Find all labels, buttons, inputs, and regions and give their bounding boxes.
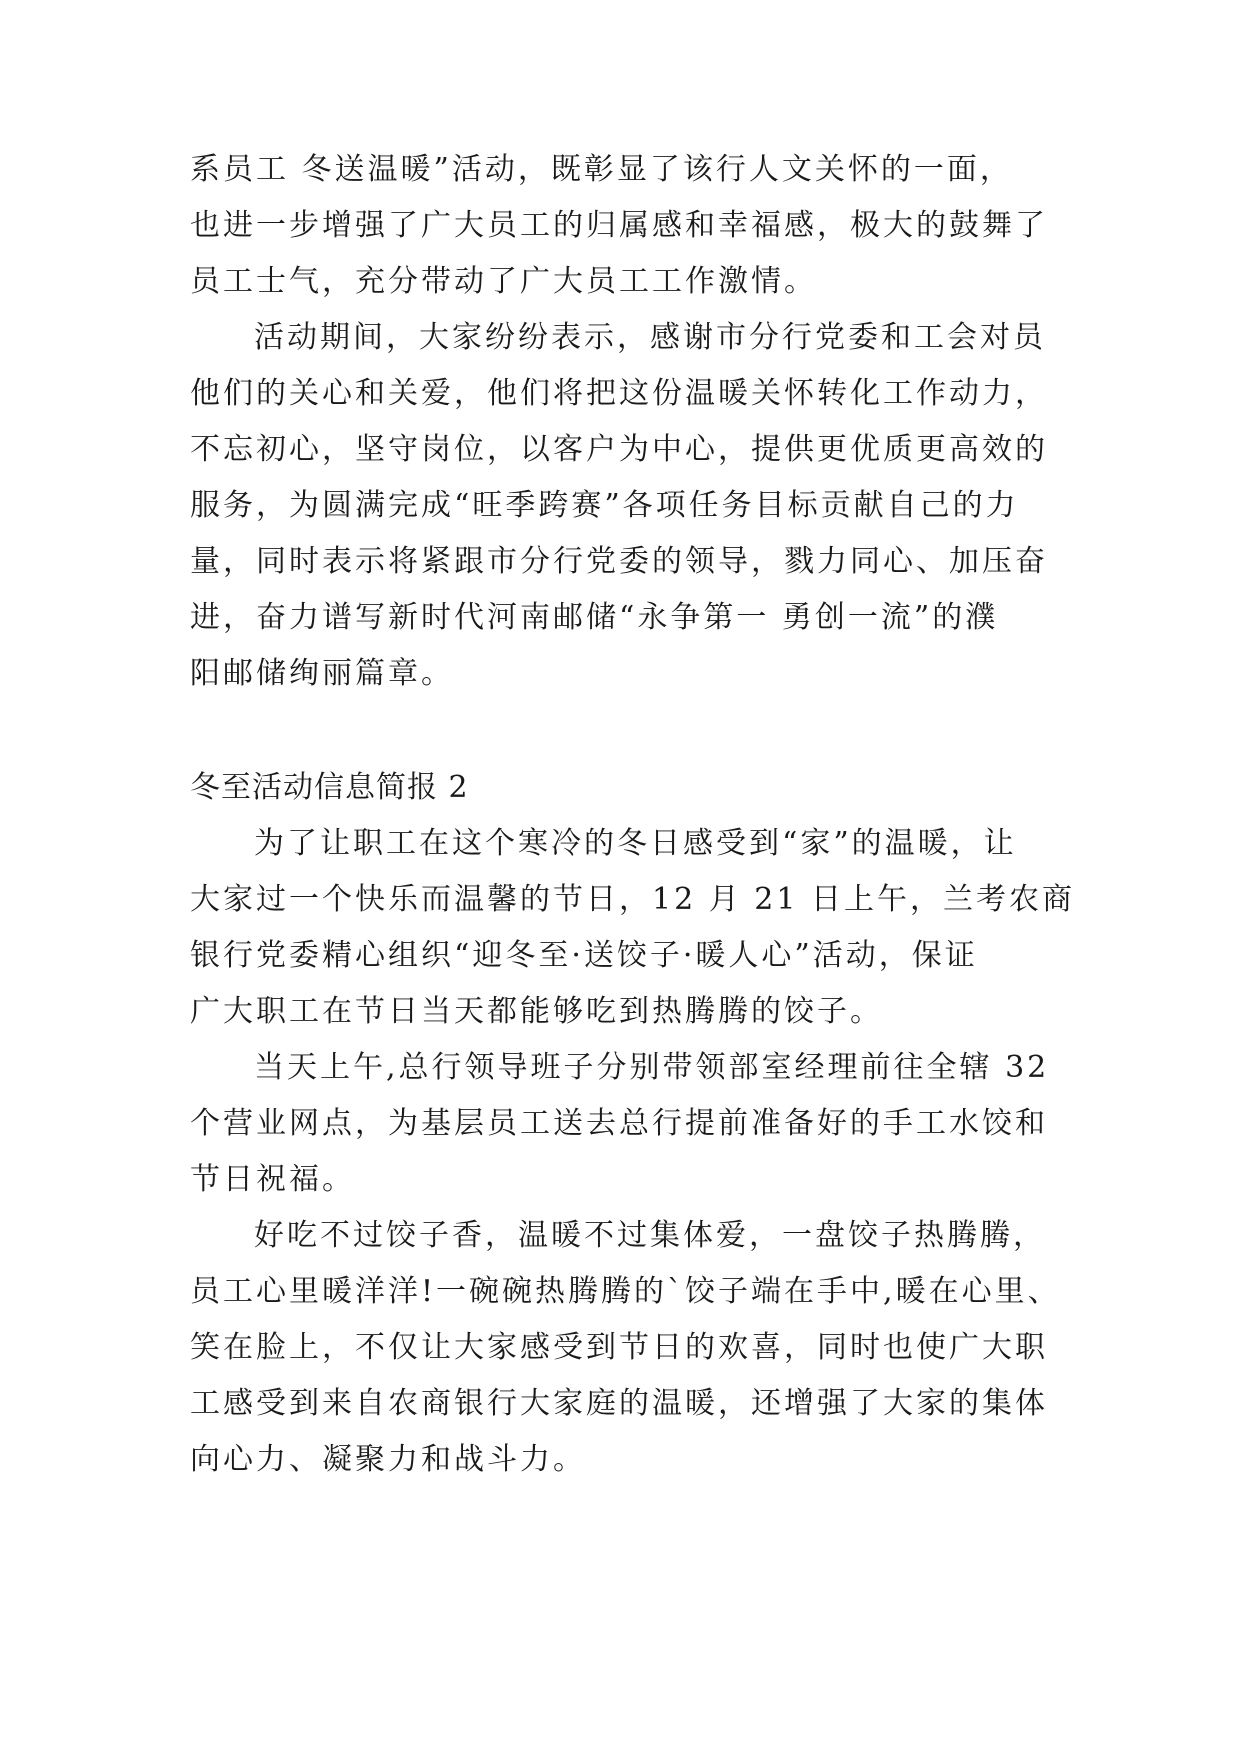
- text-line: 当天上午,总行领导班子分别带领部室经理前往全辖 32: [254, 1050, 1050, 1085]
- text-line: 员工心里暖洋洋!一碗碗热腾腾的`饺子端在手中,暖在心里、: [190, 1274, 1061, 1309]
- text-line: 不忘初心，坚守岗位，以客户为中心，提供更优质更高效的: [190, 432, 1048, 467]
- text-line: 进，奋力谱写新时代河南邮储“永争第一 勇创一流”的濮: [190, 600, 999, 635]
- section-heading: 冬至活动信息简报 2: [190, 770, 469, 805]
- text-line: 好吃不过饺子香，温暖不过集体爱，一盘饺子热腾腾，: [254, 1218, 1046, 1253]
- text-line: 阳邮储绚丽篇章。: [190, 656, 454, 691]
- text-line: 为了让职工在这个寒冷的冬日感受到“家”的温暖，让: [254, 826, 1017, 861]
- text-line: 节日祝福。: [190, 1162, 355, 1197]
- text-line: 他们的关心和关爱，他们将把这份温暖关怀转化工作动力，: [190, 376, 1048, 411]
- text-line: 大家过一个快乐而温馨的节日，12 月 21 日上午，兰考农商: [190, 882, 1075, 917]
- text-line: 服务，为圆满完成“旺季跨赛”各项任务目标贡献自己的力: [190, 488, 1019, 523]
- text-line: 员工士气，充分带动了广大员工工作激情。: [190, 264, 817, 299]
- text-line: 笑在脸上，不仅让大家感受到节日的欢喜，同时也使广大职: [190, 1330, 1048, 1365]
- text-line: 工感受到来自农商银行大家庭的温暖，还增强了大家的集体: [190, 1386, 1048, 1421]
- text-line: 银行党委精心组织“迎冬至·送饺子·暖人心”活动，保证: [190, 938, 978, 973]
- text-line: 系员工 冬送温暖”活动，既彰显了该行人文关怀的一面，: [190, 152, 1013, 187]
- text-line: 活动期间，大家纷纷表示，感谢市分行党委和工会对员: [254, 320, 1046, 355]
- text-line: 向心力、凝聚力和战斗力。: [190, 1442, 586, 1477]
- text-line: 广大职工在节日当天都能够吃到热腾腾的饺子。: [190, 994, 883, 1029]
- text-line: 量，同时表示将紧跟市分行党委的领导，戮力同心、加压奋: [190, 544, 1048, 579]
- text-line: 也进一步增强了广大员工的归属感和幸福感，极大的鼓舞了: [190, 208, 1048, 243]
- text-line: 个营业网点，为基层员工送去总行提前准备好的手工水饺和: [190, 1106, 1048, 1141]
